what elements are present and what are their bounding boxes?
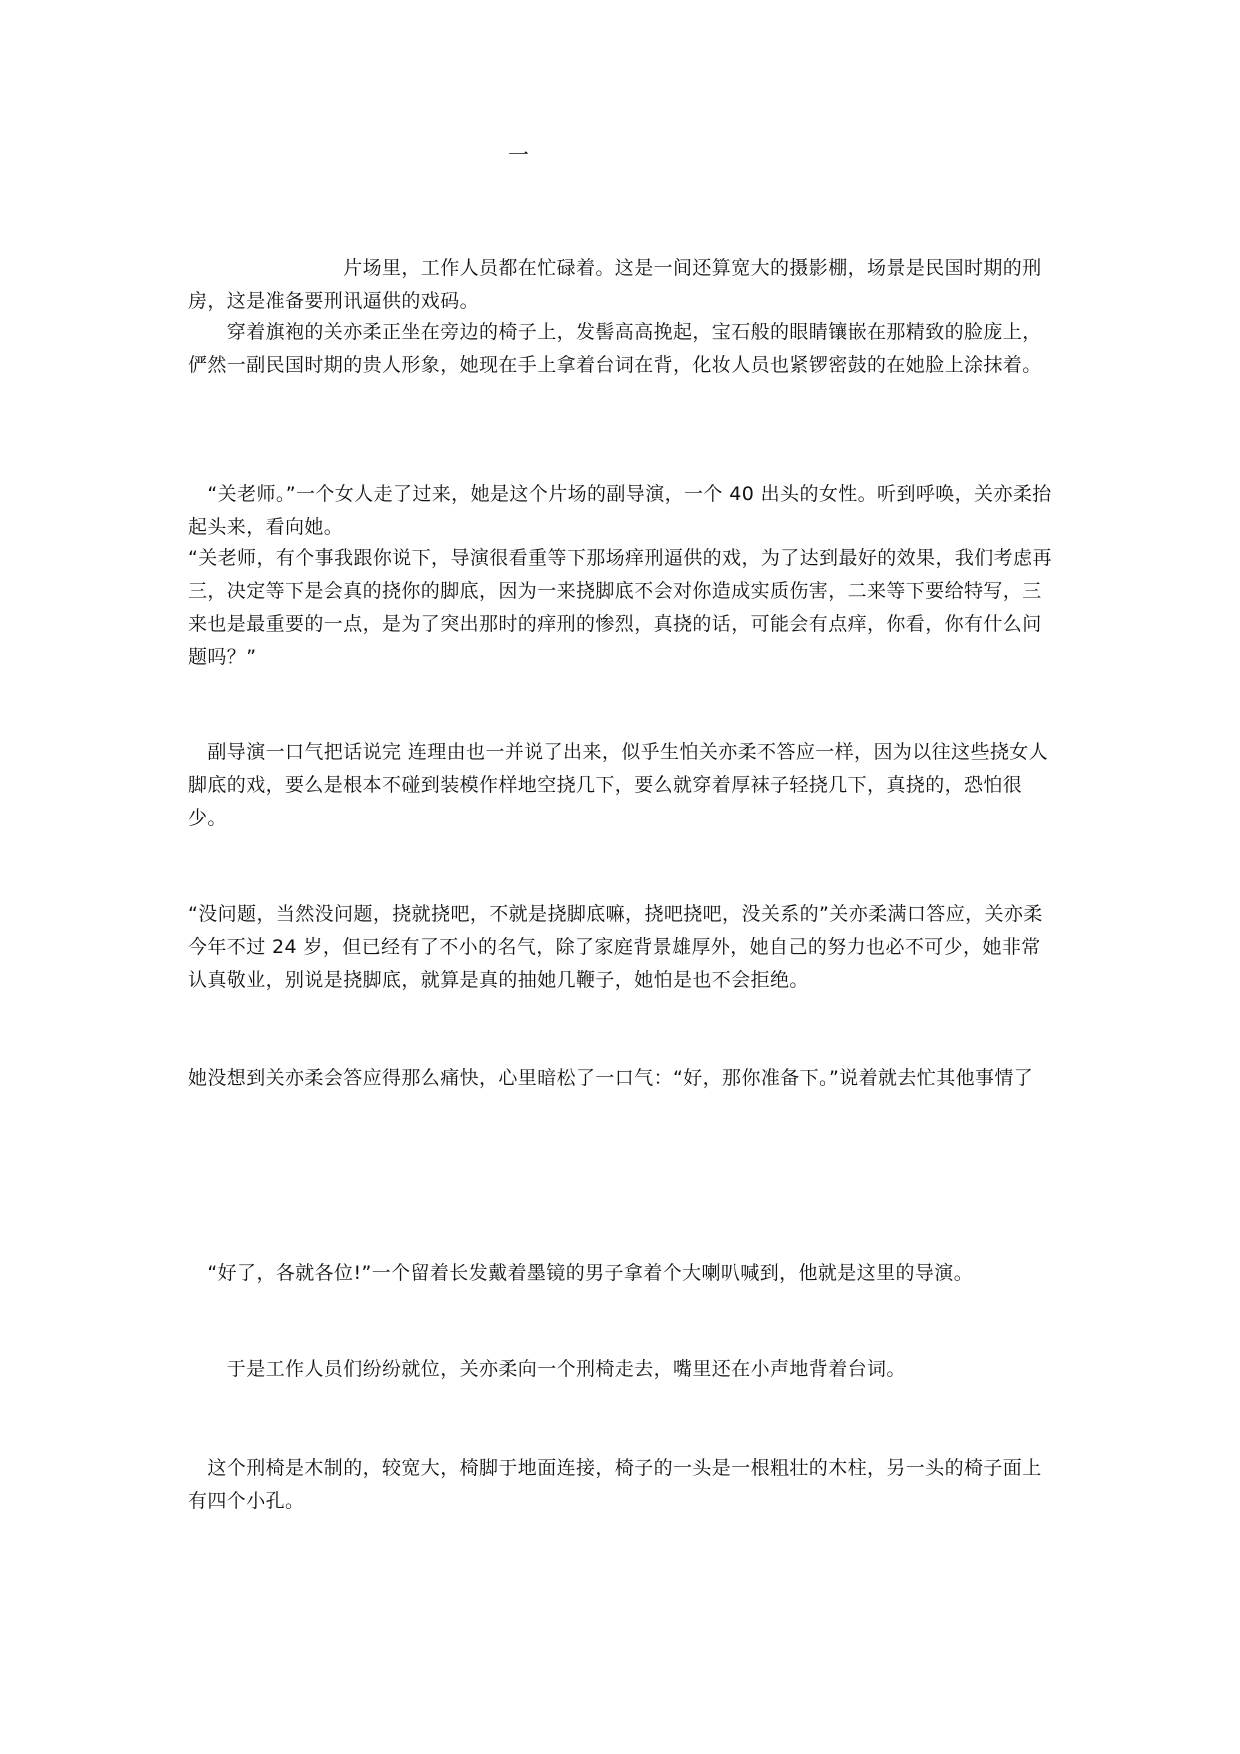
paragraph-6: “没问题，当然没问题，挠就挠吧，不就是挠脚底嘛，挠吧挠吧，没关系的”关亦柔满口答应，关亦柔今年不过 24 岁，但已经有了不小的名气，除了家庭背景雄厚外，她自己的努力也必不可少，她非常认真敬业，别说是挠脚底，就算是真的抽她几鞭子，她怕是也不会拒绝。 xyxy=(188,903,1043,991)
paragraph-5: 副导演一口气把话说完 连理由也一并说了出来，似乎生怕关亦柔不答应一样，因为以往这些挠女人脚底的戏，要么是根本不碰到装模作样地空挠几下，要么就穿着厚袜子轻挠几下，真挠的，恐怕很少。 xyxy=(188,741,1049,829)
paragraph-3: “关老师。”一个女人走了过来，她是这个片场的副导演，一个 40 出头的女性。听到呼唤，关亦柔抬起头来，看向她。 xyxy=(188,483,1052,538)
chapter-heading: 一 xyxy=(508,143,529,167)
paragraph-10: 这个刑椅是木制的，较宽大，椅脚于地面连接，椅子的一头是一根粗壮的木柱，另一头的椅子面上有四个小孔。 xyxy=(188,1457,1042,1512)
paragraph-2: 穿着旗袍的关亦柔正坐在旁边的椅子上，发髻高高挽起，宝石般的眼睛镶嵌在那精致的脸庞上，俨然一副民国时期的贵人形象，她现在手上拿着台词在背，化妆人员也紧锣密鼓的在她脸上涂抹着。 xyxy=(188,321,1042,376)
paragraph-1: 片场里，工作人员都在忙碌着。这是一间还算宽大的摄影棚，场景是民国时期的刑房，这是准备要刑讯逼供的戏码。 xyxy=(188,257,1042,312)
paragraph-7: 她没想到关亦柔会答应得那么痛快，心里暗松了一口气：“好，那你准备下。”说着就去忙其他事情了 xyxy=(188,1067,1034,1089)
paragraph-9: 于是工作人员们纷纷就位，关亦柔向一个刑椅走去，嘴里还在小声地背着台词。 xyxy=(188,1358,906,1380)
paragraph-8: “好了，各就各位!”一个留着长发戴着墨镜的男子拿着个大喇叭喊到，他就是这里的导演。 xyxy=(188,1262,974,1284)
paragraph-4: “关老师，有个事我跟你说下，导演很看重等下那场痒刑逼供的戏，为了达到最好的效果，我们考虑再三，决定等下是会真的挠你的脚底，因为一来挠脚底不会对你造成实质伤害，二来等下要给特写，三来也是最重要的一点，是为了突出那时的痒刑的惨烈，真挠的话，可能会有点痒，你看，你有什么问题吗？” xyxy=(188,547,1052,668)
